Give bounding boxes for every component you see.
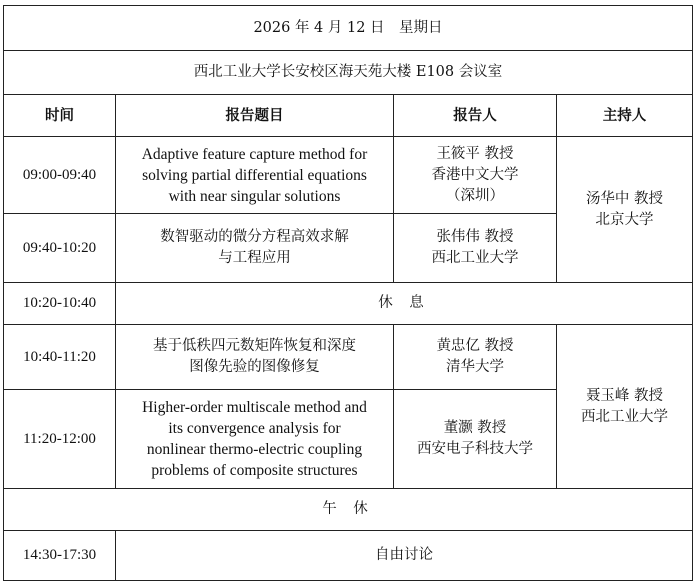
discussion-time: 14:30-17:30: [4, 531, 116, 581]
talk-title: [116, 325, 394, 390]
speaker-name: 王筱平 教授: [436, 145, 514, 162]
talk-time: 11:20-12:00: [4, 390, 116, 489]
talk-speaker: [394, 390, 557, 489]
host-name: 聂玉峰 教授: [585, 387, 664, 404]
talk-title-line: with near singular solutions: [168, 187, 341, 205]
talk-speaker: [394, 214, 557, 283]
talk-title-line: 与工程应用: [218, 250, 291, 266]
lunch-row: [4, 489, 693, 531]
talk-title-line: 图像先验的图像修复: [189, 359, 320, 375]
venue-row: [4, 51, 693, 95]
column-header-speaker: 报告人: [394, 95, 557, 137]
host-affiliation: 西北工业大学: [581, 408, 668, 425]
talk-title: [116, 390, 394, 489]
break-label: 休 息: [116, 283, 693, 325]
column-header-row: [4, 95, 693, 137]
date-line: 2026 年 4 月 12 日 星期日: [4, 6, 693, 51]
column-header-time: 时间: [4, 95, 116, 137]
column-header-host: 主持人: [557, 95, 693, 137]
break-time: 10:20-10:40: [4, 283, 116, 325]
schedule-table: [3, 5, 693, 581]
talk-time: 09:40-10:20: [4, 214, 116, 283]
discussion-row: [4, 531, 693, 581]
lunch-label: 午 休: [4, 489, 693, 531]
talk-title-line: problems of composite structures: [151, 462, 358, 479]
venue: 西北工业大学长安校区海天苑大楼 E108 会议室: [4, 51, 693, 95]
talk-title-line: Adaptive feature capture method for: [141, 145, 368, 163]
talk-title: [116, 137, 394, 214]
session-host: [557, 325, 693, 489]
speaker-name: 董灏 教授: [443, 420, 507, 436]
talk-title-line: Higher-order multiscale method and: [142, 399, 367, 416]
host-affiliation: 北京大学: [595, 211, 654, 228]
column-header-title: 报告题目: [116, 95, 394, 137]
discussion-label: 自由讨论: [116, 531, 693, 581]
speaker-name: 黄忠亿 教授: [436, 338, 514, 354]
break-row: [4, 283, 693, 325]
talk-title-line: its convergence analysis for: [168, 420, 341, 437]
session-host: [557, 137, 693, 283]
speaker-name: 张伟伟 教授: [436, 229, 514, 245]
speaker-affiliation: 香港中文大学: [431, 166, 519, 183]
speaker-affiliation: 清华大学: [446, 359, 504, 375]
talk-speaker: [394, 325, 557, 390]
talk-row: [4, 137, 693, 214]
host-name: 汤华中 教授: [585, 190, 664, 207]
speaker-affiliation: （深圳）: [446, 187, 504, 204]
talk-title-line: 数智驱动的微分方程高效求解: [160, 229, 349, 245]
talk-title: [116, 214, 394, 283]
talk-title-line: solving partial differential equations: [142, 166, 367, 184]
speaker-affiliation: 西安电子科技大学: [417, 441, 533, 457]
talk-row: [4, 325, 693, 390]
date-row: [4, 6, 693, 51]
talk-time: 09:00-09:40: [4, 137, 116, 214]
talk-speaker: [394, 137, 557, 214]
talk-title-line: nonlinear thermo-electric coupling: [146, 441, 363, 458]
speaker-affiliation: 西北工业大学: [431, 250, 519, 266]
talk-time: 10:40-11:20: [4, 325, 116, 390]
talk-title-line: 基于低秩四元数矩阵恢复和深度: [153, 338, 356, 354]
